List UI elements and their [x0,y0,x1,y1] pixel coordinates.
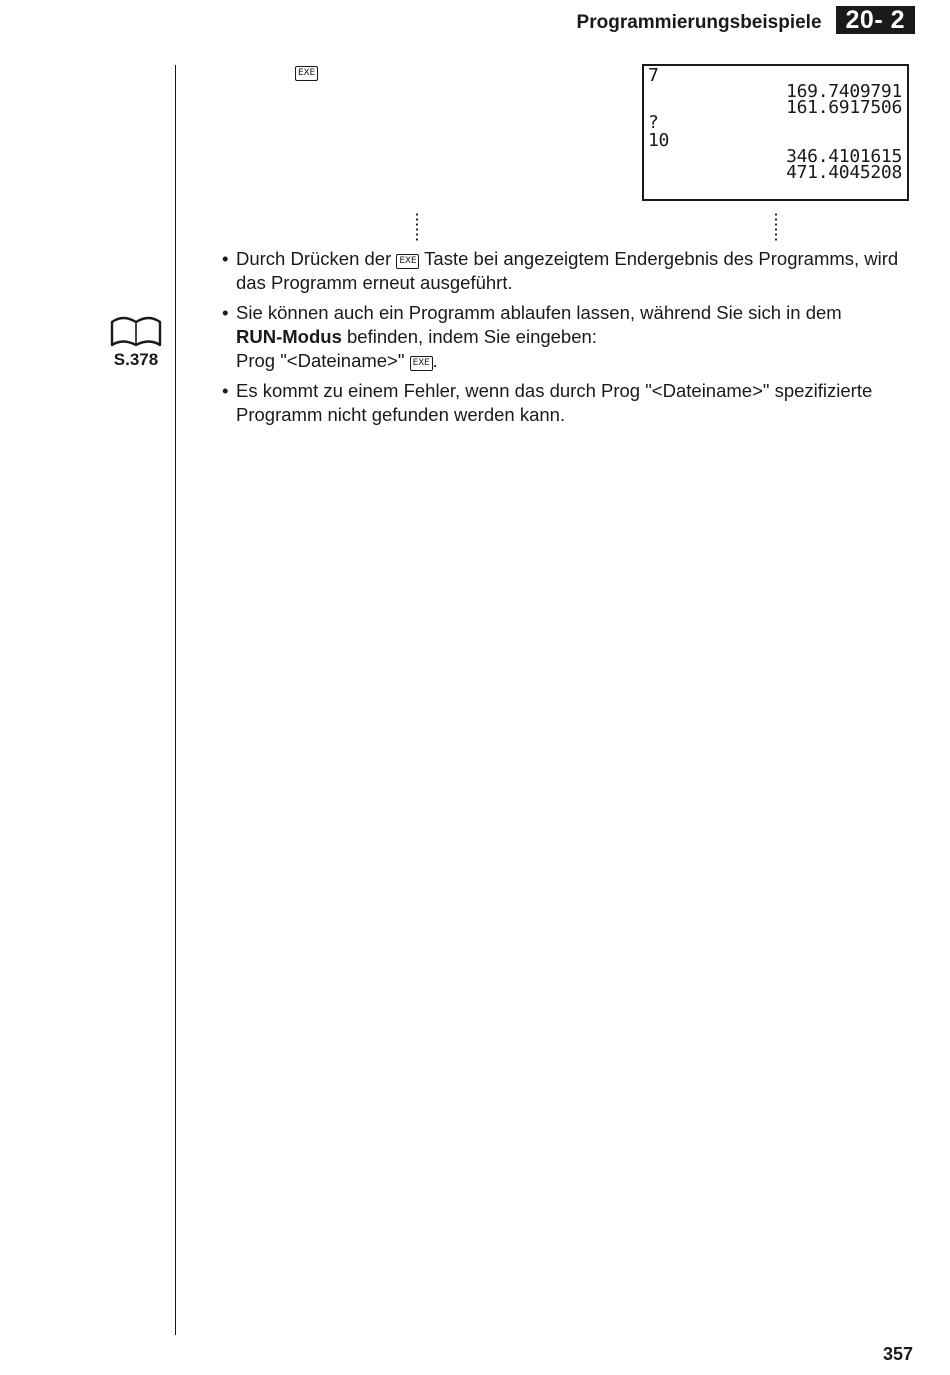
exe-key-icon: EXE [410,356,433,371]
book-icon [109,314,163,348]
note-item-1 [222,247,912,295]
exe-key-icon: EXE [396,254,419,269]
bullet-icon: • [222,380,229,401]
note-2-line-1: Sie können auch ein Programm ablaufen lassen, während Sie sich in dem [236,302,842,323]
note-2-line-2: befinden, indem Sie eingeben: [347,326,597,347]
notes-list [222,247,912,433]
run-mode-label: RUN-Modus [236,326,342,347]
page-header [577,6,915,34]
screen-line-6: 346.4101615 [786,146,902,167]
note-item-2 [222,301,912,373]
note-1-text-before: Durch Drücken der [236,248,392,269]
continuation-dots-left [416,212,418,242]
note-item-3 [222,379,912,427]
screen-line-1: 7 [648,65,659,86]
screen-line-5: 10 [648,130,670,151]
screen-line-2: 169.7409791 [786,81,902,102]
section-number-badge: 20- 2 [836,6,915,34]
header-title: Programmierungsbeispiele [576,12,822,33]
page-reference-label: S.378 [113,350,159,369]
margin-rule [175,65,176,1335]
page-number: 357 [882,1344,913,1364]
calculator-screen [642,64,909,201]
note-3-text: Es kommt zu einem Fehler, wenn das durch Prog "<Dateiname>" spezifizierte Programm nicht gefunden werden kann. [236,380,873,425]
prog-command: Prog "<Dateiname>" [236,350,405,371]
screen-line-3: 161.6917506 [786,97,902,118]
screen-line-4: ? [648,112,659,133]
bullet-icon: • [222,302,229,323]
screen-line-7: 471.4045208 [786,162,902,183]
continuation-dots-right [775,212,777,242]
note-1-text-after: Taste bei angezeigtem Endergebnis des Programms, wird das Programm erneut ausgeführt. [236,248,899,293]
page-reference [106,314,166,370]
exe-key-icon: EXE [295,66,318,81]
bullet-icon: • [222,248,229,269]
command-period: . [432,350,438,371]
